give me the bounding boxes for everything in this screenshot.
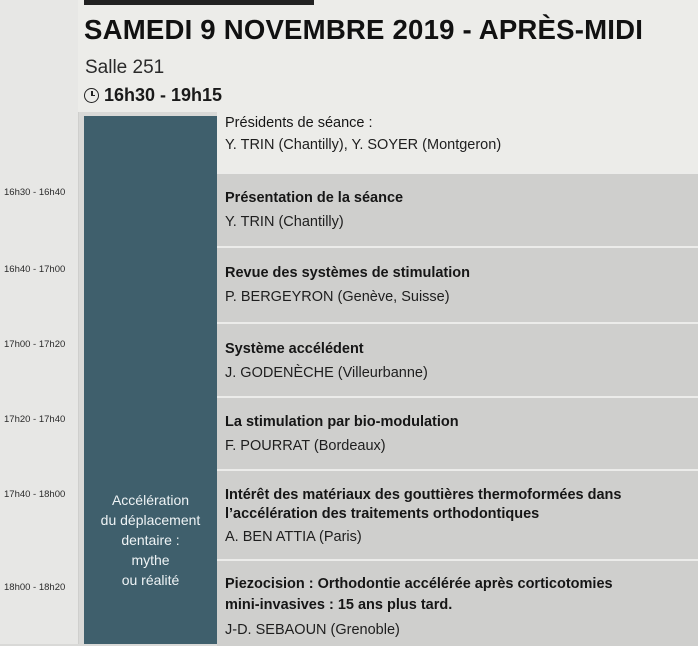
- session-time: 17h00 - 17h20: [4, 339, 66, 350]
- session-time: 17h40 - 18h00: [4, 489, 66, 500]
- session-time-text: 16h30 - 19h15: [104, 84, 223, 105]
- time-column: [0, 0, 79, 644]
- session-row: [217, 469, 698, 559]
- room-label: Salle 251: [85, 57, 165, 78]
- theme-label-line: ou réalité: [121, 572, 180, 588]
- session-title: Revue des systèmes de stimulation: [225, 265, 470, 281]
- session-speaker: F. POURRAT (Bordeaux): [225, 438, 386, 454]
- theme-label-line: mythe: [131, 552, 170, 568]
- session-title-line2: l’accélération des traitements orthodontiques: [225, 506, 540, 522]
- session-speaker: A. BEN ATTIA (Paris): [225, 529, 362, 545]
- session-row: [217, 246, 698, 322]
- session-time: 16h30 - 16h40: [4, 187, 66, 198]
- session-title: Piezocision : Orthodontie accélérée après corticotomies: [225, 576, 613, 592]
- session-row: [217, 396, 698, 469]
- session-time-range: [84, 83, 222, 107]
- session-title: La stimulation par bio-modulation: [225, 414, 459, 430]
- session-time: 16h40 - 17h00: [4, 264, 66, 275]
- clock-icon: [84, 88, 99, 103]
- session-time: 17h20 - 17h40: [4, 414, 66, 425]
- session-row: [217, 172, 698, 246]
- session-row: [217, 322, 698, 396]
- chairs-names: Y. TRIN (Chantilly), Y. SOYER (Montgeron): [225, 137, 502, 153]
- session-speaker: J. GODENÈCHE (Villeurbanne): [225, 365, 428, 381]
- session-title: Intérêt des matériaux des gouttières thermoformées dans: [225, 487, 622, 503]
- theme-label: [84, 490, 217, 590]
- session-speaker: Y. TRIN (Chantilly): [225, 214, 344, 230]
- header-divider: [84, 0, 314, 5]
- theme-label-line: dentaire :: [121, 532, 180, 548]
- session-time: 18h00 - 18h20: [4, 582, 66, 593]
- chairs-title: Présidents de séance :: [225, 115, 373, 131]
- chairs-row: [217, 112, 698, 172]
- session-title: Présentation de la séance: [225, 190, 404, 206]
- session-speaker: J-D. SEBAOUN (Grenoble): [225, 622, 400, 638]
- page-title: SAMEDI 9 NOVEMBRE 2019 - APRÈS-MIDI: [84, 14, 644, 45]
- session-title-line2: mini-invasives : 15 ans plus tard.: [225, 597, 453, 613]
- session-title: Système accélédent: [225, 341, 364, 357]
- session-row: [217, 559, 698, 646]
- session-speaker: P. BERGEYRON (Genève, Suisse): [225, 289, 450, 305]
- theme-label-line: du déplacement: [100, 512, 201, 528]
- theme-label-line: Accélération: [111, 492, 190, 508]
